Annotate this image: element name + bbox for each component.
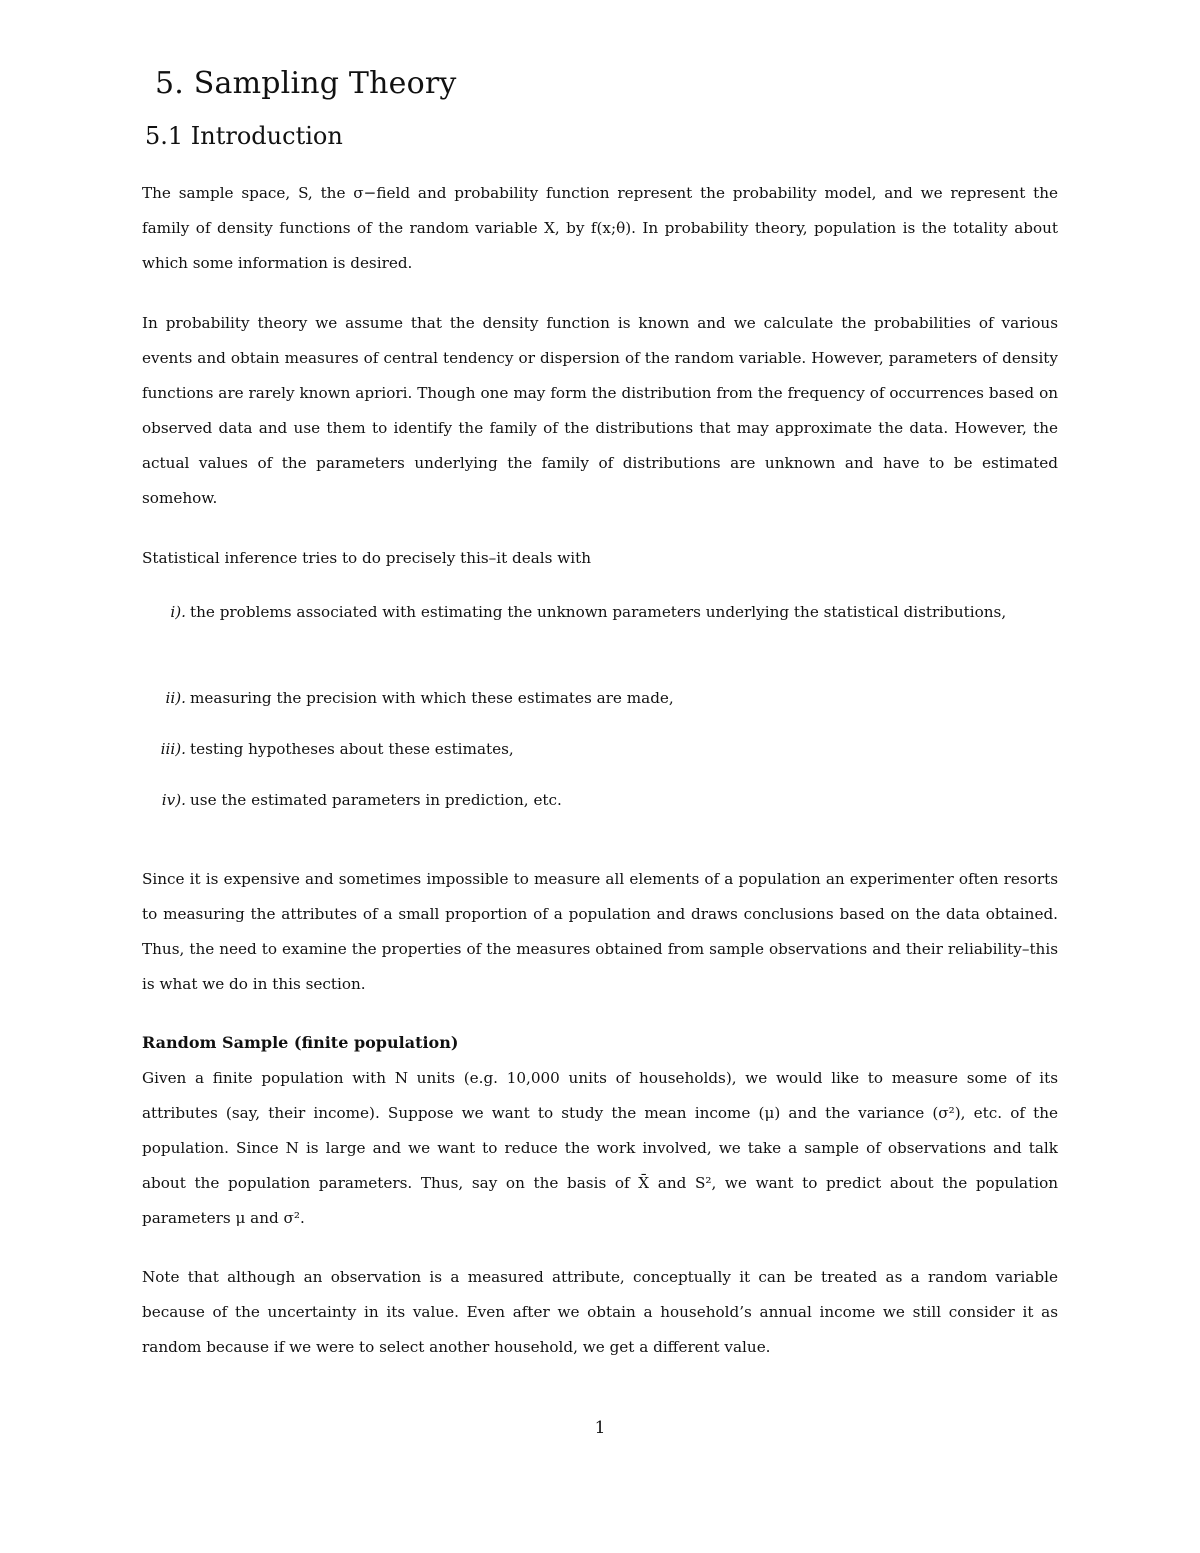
paragraph-statistical-inference: Statistical inference tries to do precisely this–it deals with [142, 549, 592, 567]
list-item-label: iv). [161, 791, 186, 809]
subheading-random-sample: Random Sample (finite population) [142, 1033, 459, 1052]
list-item-text: use the estimated parameters in prediction, etc. [190, 791, 562, 809]
list-item-label: i). [170, 603, 186, 621]
page-number: 1 [594, 1418, 606, 1438]
list-item-label: iii). [160, 740, 186, 758]
paragraph-finite-population: Given a finite population with N units (e.g. 10,000 units of households), we would like to measure some of its attributes (say, their income). Suppose we want to study the mean income (μ) and the variance (σ²), etc. of the population. Since N is large and we want to reduce the work involved, we take a sample of observations and talk about the population parameters. Thus, say on the basis of X̄ and S², we want to predict about the population parameters μ and σ². [142, 1069, 1058, 1227]
paragraph-sampling-motivation: Since it is expensive and sometimes impossible to measure all elements of a population an experimenter often resorts to measuring the attributes of a small proportion of a population and draws conclusions based on the data obtained. Thus, the need to examine the properties of the measures obtained from sample observations and their reliability–this is what we do in this section. [142, 870, 1058, 993]
list-item-text: the problems associated with estimating the unknown parameters underlying the statistical distributions, [190, 603, 1007, 621]
list-item-text: measuring the precision with which these estimates are made, [190, 689, 674, 707]
paragraph-density-assumption: In probability theory we assume that the density function is known and we calculate the probabilities of various events and obtain measures of central tendency or dispersion of the random variable. However, parameters of density functions are rarely known apriori. Though one may form the distribution from the frequency of occurrences based on observed data and use them to identify the family of the distributions that may approximate the data. However, the actual values of the parameters underlying the family of distributions are unknown and have to be estimated somehow. [142, 314, 1058, 507]
paragraph-observation-random: Note that although an observation is a measured attribute, conceptually it can be treated as a random variable because of the uncertainty in its value. Even after we obtain a household’s annual income we still consider it as random because if we were to select another household, we get a different value. [142, 1268, 1058, 1356]
list-item-label: ii). [165, 689, 186, 707]
paragraph-intro: The sample space, S, the σ−field and probability function represent the probability model, and we represent the family of density functions of the random variable X, by f(x;θ). In probability theory, population is the totality about which some information is desired. [142, 184, 1058, 272]
chapter-title: 5. Sampling Theory [155, 66, 457, 101]
section-title: 5.1 Introduction [145, 122, 343, 150]
list-item-text: testing hypotheses about these estimates, [190, 740, 514, 758]
